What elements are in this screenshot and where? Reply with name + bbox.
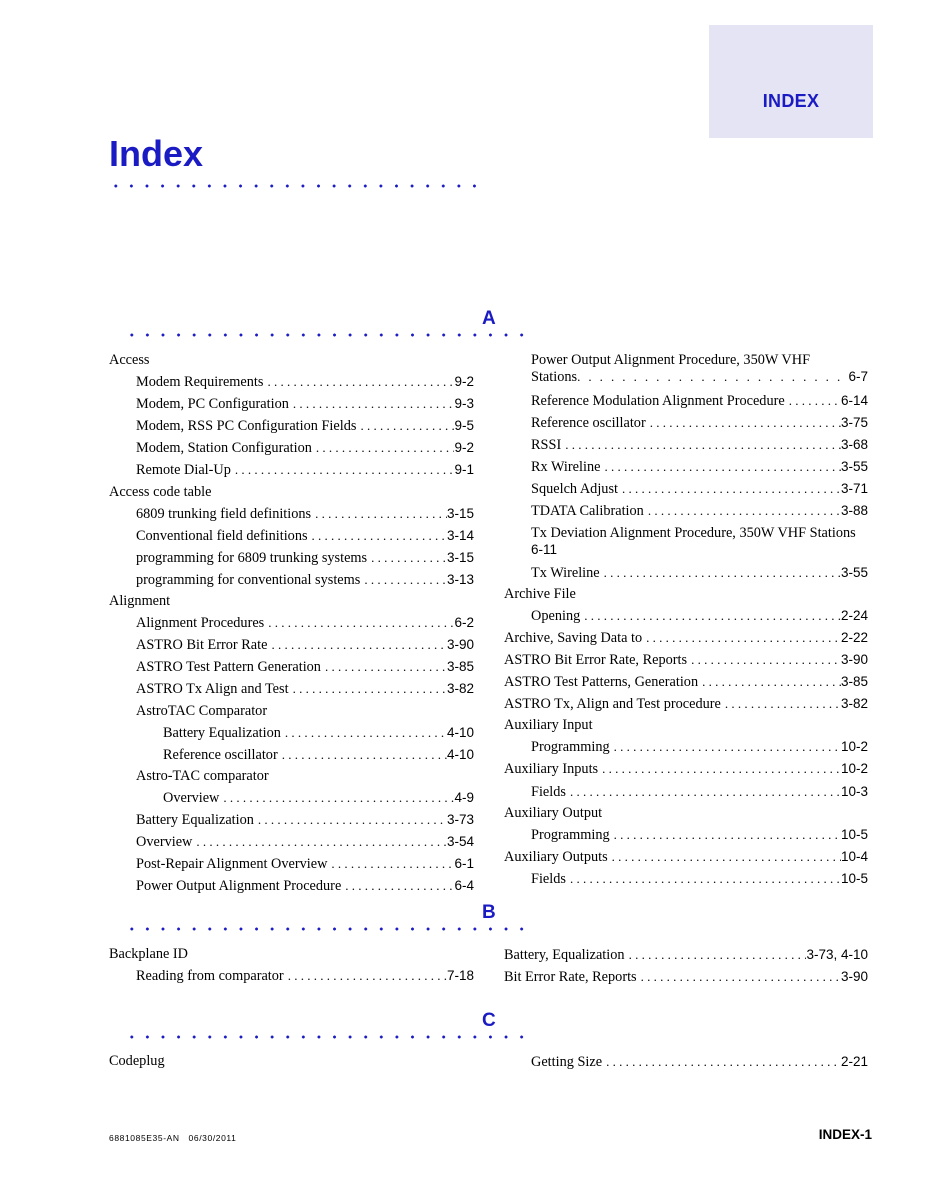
dot-leader — [637, 966, 841, 987]
index-entry-page: 9-3 — [454, 396, 474, 412]
dot-leader — [698, 671, 841, 692]
index-entry — [109, 831, 474, 853]
index-entry — [109, 701, 474, 722]
index-entry — [504, 390, 868, 412]
index-column-a-left — [109, 350, 474, 897]
index-column-b-right — [504, 944, 868, 988]
index-entry-page: 10-4 — [840, 848, 868, 864]
section-tab-label: INDEX — [762, 91, 820, 111]
index-entry-term: Reading from comparator — [136, 968, 284, 985]
index-entry-term: Modem Requirements — [136, 374, 264, 391]
index-entry — [109, 437, 474, 459]
dot-leader — [360, 569, 447, 590]
index-entry — [109, 547, 474, 569]
index-entry-page: 3-13 — [446, 571, 474, 587]
index-entry-page: 2-22 — [840, 629, 868, 645]
dot-leader — [263, 371, 454, 392]
index-entry-term: Rx Wireline — [531, 459, 601, 476]
index-entry — [109, 744, 474, 766]
dot-leader — [312, 437, 455, 458]
dot-leader — [785, 390, 841, 411]
index-entry-page: 10-2 — [840, 761, 868, 777]
index-entry-page: 6-11 — [531, 541, 558, 557]
index-entry-term: Auxiliary Input — [504, 717, 593, 734]
dot-leader — [341, 875, 454, 896]
index-entry-page: 3-71 — [840, 481, 868, 497]
section-b-dot-rule — [124, 926, 530, 932]
index-entry — [504, 584, 868, 605]
index-entry-page: 3-68 — [840, 437, 868, 453]
index-entry-term: Battery, Equalization — [504, 947, 625, 963]
index-entry-term: Overview — [163, 789, 220, 806]
index-entry — [504, 1051, 868, 1073]
dot-leader — [566, 868, 841, 889]
dot-leader — [598, 758, 841, 779]
index-entry-term: Codeplug — [109, 1053, 165, 1069]
dot-leader — [267, 634, 447, 655]
index-entry — [109, 965, 474, 987]
index-entry — [504, 715, 868, 736]
index-entry-term: AstroTAC Comparator — [136, 702, 268, 719]
index-entry — [109, 766, 474, 787]
index-entry-term: Stations — [531, 369, 578, 385]
index-entry — [109, 656, 474, 678]
index-entry-term: ASTRO Tx, Align and Test procedure — [504, 696, 721, 713]
index-entry — [109, 393, 474, 415]
index-entry — [504, 868, 868, 890]
index-entry-term: ASTRO Test Patterns, Generation — [504, 674, 699, 691]
index-entry-term: Programming — [531, 826, 610, 843]
index-entry-page: 9-2 — [454, 374, 474, 390]
index-entry-term: ASTRO Tx Align and Test — [136, 681, 289, 698]
index-entry — [109, 853, 474, 875]
index-entry-term: TDATA Calibration — [531, 503, 644, 520]
index-entry — [504, 944, 868, 966]
index-entry-page: 3-90 — [840, 651, 868, 667]
dot-leader — [278, 744, 447, 765]
index-entry — [504, 736, 868, 758]
index-entry — [504, 824, 868, 846]
index-entry-page-line — [504, 541, 868, 559]
dot-leader — [602, 1051, 841, 1072]
index-entry — [504, 693, 868, 715]
index-entry-page: 3-15 — [446, 505, 474, 521]
index-entry-wrapped-term: Tx Deviation Alignment Procedure, 350W VHF Stations — [531, 524, 856, 541]
index-entry — [109, 569, 474, 591]
index-entry-term: Archive, Saving Data to — [504, 629, 643, 646]
section-letter-c: C — [482, 1010, 496, 1031]
dot-leader — [308, 525, 447, 546]
index-entry-page: 3-55 — [840, 459, 868, 475]
index-entry-term: Programming — [531, 739, 610, 756]
dot-leader — [281, 722, 447, 743]
dot-leader — [577, 368, 848, 386]
index-entry — [504, 781, 868, 803]
index-entry-page: 10-5 — [840, 870, 868, 886]
index-column-c-left — [109, 1051, 474, 1072]
dot-leader — [687, 649, 841, 670]
index-entry-term: Modem, Station Configuration — [136, 440, 312, 457]
index-entry-page: 3-15 — [446, 549, 474, 565]
dot-leader — [367, 547, 447, 568]
index-entry-term: Post-Repair Alignment Overview — [136, 856, 328, 873]
footer-doc-id: 6881085E35-AN — [109, 1133, 180, 1143]
section-tab — [709, 25, 873, 138]
index-entry-page: 6-4 — [454, 878, 474, 894]
index-entry — [504, 562, 868, 584]
index-entry — [109, 678, 474, 700]
index-entry — [109, 482, 474, 503]
index-entry-term: Alignment — [109, 593, 171, 610]
index-entry-page: 3-54 — [446, 834, 474, 850]
dot-leader — [610, 824, 841, 845]
index-entry-term: Squelch Adjust — [531, 481, 618, 498]
index-column-b-left — [109, 944, 474, 987]
dot-leader — [289, 678, 447, 699]
section-a-dot-rule — [124, 332, 530, 338]
index-entry-term: Fields — [531, 783, 566, 800]
index-entry-term: Auxiliary Outputs — [504, 848, 608, 865]
index-entry-term: Access — [109, 352, 150, 368]
dot-leader — [646, 412, 841, 433]
index-entry-term: Battery Equalization — [163, 724, 281, 741]
index-entry — [504, 605, 868, 627]
index-entry — [109, 350, 474, 371]
index-entry-term: Remote Dial-Up — [136, 462, 231, 479]
index-entry — [504, 846, 868, 868]
index-entry-term: Power Output Alignment Procedure — [136, 878, 342, 895]
index-entry-page: 7-18 — [446, 968, 474, 984]
footer-doc-info — [109, 1133, 236, 1143]
index-entry-page: 3-73, 4-10 — [806, 947, 868, 962]
dot-leader — [625, 944, 807, 965]
index-entry-term: Archive File — [504, 585, 576, 602]
index-entry-term: Auxiliary Inputs — [504, 761, 599, 778]
dot-leader — [566, 781, 841, 802]
index-entry — [504, 434, 868, 456]
index-entry-page: 3-73 — [446, 811, 474, 827]
dot-leader — [561, 434, 841, 455]
index-entry-term: Tx Wireline — [531, 564, 600, 581]
index-entry — [109, 787, 474, 809]
dot-leader — [289, 393, 455, 414]
index-entry — [504, 966, 868, 988]
index-entry-term: Alignment Procedures — [136, 615, 265, 632]
index-entry — [109, 525, 474, 547]
index-entry-page: 6-7 — [848, 369, 868, 384]
index-entry — [504, 803, 868, 824]
section-letter-a: A — [482, 308, 496, 329]
page-title: Index — [109, 133, 204, 174]
index-entry — [109, 944, 474, 965]
dot-leader — [311, 503, 447, 524]
index-entry-page: 6-14 — [840, 393, 868, 408]
index-entry-term: ASTRO Bit Error Rate — [136, 637, 268, 654]
index-entry-term: ASTRO Test Pattern Generation — [136, 659, 321, 676]
dot-leader — [192, 831, 447, 852]
index-entry — [109, 503, 474, 525]
index-entry — [109, 875, 474, 897]
index-entry-page: 10-3 — [840, 783, 868, 799]
index-entry-page: 4-10 — [446, 746, 474, 762]
dot-leader — [321, 656, 447, 677]
dot-leader — [284, 965, 447, 986]
index-entry-page: 3-85 — [446, 659, 474, 675]
dot-leader — [356, 415, 454, 436]
index-entry-page: 3-85 — [840, 674, 868, 690]
index-entry-term: Opening — [531, 607, 581, 624]
index-entry-page: 3-55 — [840, 564, 868, 580]
section-c-dot-rule — [124, 1034, 530, 1040]
index-entry — [504, 368, 868, 386]
index-entry — [504, 500, 868, 522]
index-entry-page: 4-9 — [454, 789, 474, 805]
index-entry-page: 9-5 — [454, 418, 474, 434]
index-entry-term: Modem, RSS PC Configuration Fields — [136, 418, 357, 435]
dot-leader — [219, 787, 454, 808]
index-column-c-right — [504, 1051, 868, 1073]
index-entry — [504, 478, 868, 500]
index-entry-page: 3-90 — [446, 637, 474, 653]
index-entry — [504, 671, 868, 693]
dot-leader — [580, 605, 841, 626]
title-dot-rule — [108, 183, 484, 189]
index-entry-term: ASTRO Bit Error Rate, Reports — [504, 651, 688, 668]
dot-leader — [600, 456, 841, 477]
index-entry-term: Modem, PC Configuration — [136, 396, 289, 413]
index-entry-term: RSSI — [531, 437, 562, 454]
index-entry — [109, 634, 474, 656]
index-entry-page: 2-24 — [840, 607, 868, 623]
footer-date: 06/30/2011 — [188, 1133, 237, 1143]
index-entry-wrapped-term: Power Output Alignment Procedure, 350W VHF — [531, 352, 811, 368]
index-entry-term: programming for conventional systems — [136, 571, 361, 588]
index-entry-term: Astro-TAC comparator — [136, 767, 269, 784]
index-entry — [109, 1051, 474, 1072]
index-entry-page: 10-2 — [840, 739, 868, 755]
dot-leader — [600, 562, 841, 583]
section-letter-b: B — [482, 902, 496, 923]
index-entry-page: 10-5 — [840, 826, 868, 842]
index-entry-term: Reference oscillator — [163, 746, 278, 763]
dot-leader — [231, 459, 455, 480]
index-entry — [109, 371, 474, 393]
index-entry — [504, 627, 868, 649]
index-entry-page: 3-90 — [840, 969, 868, 985]
index-entry-term: Getting Size — [531, 1054, 603, 1070]
dot-leader — [264, 612, 454, 633]
index-entry-term: programming for 6809 trunking systems — [136, 549, 368, 566]
index-entry-page: 3-82 — [840, 696, 868, 712]
index-entry-page: 9-1 — [454, 462, 474, 478]
index-entry-term: Conventional field definitions — [136, 527, 308, 544]
dot-leader — [618, 478, 841, 499]
index-entry — [504, 758, 868, 780]
index-entry-term: Auxiliary Output — [504, 804, 603, 821]
index-entry-page: 4-10 — [446, 724, 474, 740]
index-entry-page: 3-88 — [840, 503, 868, 519]
index-entry — [109, 415, 474, 437]
index-entry-term: Reference Modulation Alignment Procedure — [531, 393, 785, 409]
index-column-a-right — [504, 350, 868, 890]
index-entry — [504, 456, 868, 478]
dot-leader — [327, 853, 454, 874]
dot-leader — [608, 846, 841, 867]
index-entry — [109, 591, 474, 612]
index-entry-page: 2-21 — [840, 1054, 868, 1069]
index-entry-term: Access code table — [109, 483, 212, 500]
index-entry-page: 6-1 — [454, 856, 474, 872]
index-entry-term: 6809 trunking field definitions — [136, 505, 312, 522]
index-entry — [109, 722, 474, 744]
index-entry — [109, 612, 474, 634]
footer-page-label: INDEX-1 — [818, 1127, 872, 1142]
index-entry — [504, 649, 868, 671]
dot-leader — [642, 627, 841, 648]
index-entry — [109, 459, 474, 481]
index-entry — [109, 809, 474, 831]
index-entry-term: Battery Equalization — [136, 811, 254, 828]
index-entry-page: 9-2 — [454, 440, 474, 456]
index-entry-page: 3-75 — [840, 415, 868, 431]
dot-leader — [721, 693, 841, 714]
index-entry-term: Overview — [136, 834, 193, 851]
index-entry-term: Reference oscillator — [531, 415, 646, 432]
index-entry-term: Backplane ID — [109, 946, 188, 962]
dot-leader — [644, 500, 841, 521]
index-entry-page: 3-82 — [446, 681, 474, 697]
dot-leader — [254, 809, 447, 830]
dot-leader — [610, 736, 841, 757]
index-entry — [504, 412, 868, 434]
index-entry-page: 6-2 — [454, 615, 474, 631]
index-entry-term: Bit Error Rate, Reports — [504, 969, 637, 986]
index-entry-term: Fields — [531, 870, 566, 887]
index-entry-page: 3-14 — [446, 527, 474, 543]
